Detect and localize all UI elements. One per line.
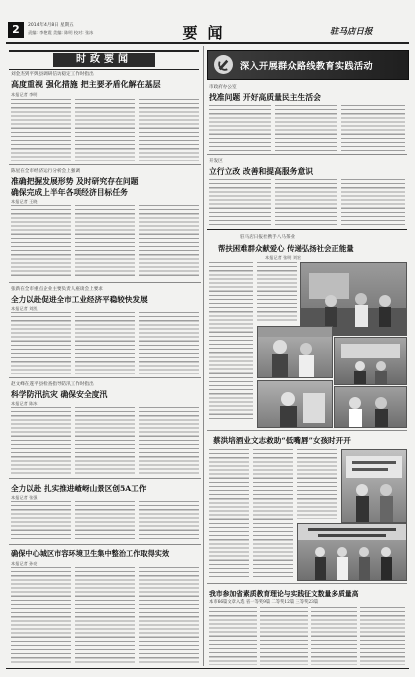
story-5-body	[260, 607, 308, 665]
article-3-title[interactable]: 全力以赴促进全市工业经济平稳较快发展	[11, 295, 148, 304]
article-3-body	[139, 312, 199, 374]
article-1-body	[11, 99, 71, 161]
article-3-body	[75, 312, 135, 374]
masthead: 驻马店日报	[330, 27, 373, 37]
article-4-body	[11, 407, 71, 475]
article-5-title[interactable]: 全力以赴 扎实推进嵖岈山景区创5A工作	[11, 484, 147, 493]
divider	[207, 229, 407, 230]
news-photo-7	[297, 523, 407, 581]
article-2-body	[75, 205, 135, 279]
story-4-body	[297, 449, 337, 519]
article-3-byline: 本报记者 刘凯	[11, 306, 38, 311]
story-1-body	[275, 105, 337, 151]
story-3-title[interactable]: 帮扶困难群众献爱心 传递弘扬社会正能量	[218, 244, 354, 253]
article-2-title-line2[interactable]: 确保完成上半年各项经济目标任务	[11, 188, 128, 197]
divider	[9, 282, 201, 283]
column-divider	[203, 46, 204, 666]
story-4-title[interactable]: 蔡洪培酒业文志救助“低嘴唇”女孩时开开	[213, 436, 351, 445]
article-2-byline: 本报记者 王晓	[11, 199, 38, 204]
article-1-body	[139, 99, 199, 161]
article-3-kicker: 张新在全市重点企业主要负责人座谈会上要求	[11, 287, 103, 292]
party-emblem-icon	[214, 55, 233, 74]
story-2-body	[209, 179, 271, 225]
story-2-body	[275, 179, 337, 225]
article-2-body	[11, 205, 71, 279]
campaign-banner	[207, 50, 409, 80]
article-6-body	[11, 567, 71, 665]
story-3-body	[209, 262, 253, 422]
news-photo-1	[300, 262, 407, 336]
divider	[9, 164, 201, 165]
story-5-body	[360, 607, 405, 665]
column-title: 时政要闻	[53, 53, 155, 67]
news-photo-4	[257, 380, 333, 428]
story-5-body	[209, 607, 257, 665]
story-1-title[interactable]: 找准问题 开好高质量民主生活会	[209, 93, 321, 102]
divider	[207, 154, 407, 155]
story-2-body	[341, 179, 405, 225]
article-5-body	[11, 501, 71, 541]
article-6-body	[75, 567, 135, 665]
story-2-dept: 开发区	[209, 159, 223, 164]
divider	[207, 583, 407, 584]
story-3-byline: 本报记者 张明 刘宏	[265, 255, 302, 260]
article-4-byline: 本报记者 陈冰	[11, 401, 38, 406]
header-rule	[6, 42, 409, 44]
article-4-title[interactable]: 科学防汛抗灾 确保安全度汛	[11, 390, 108, 399]
divider	[9, 377, 201, 378]
article-4-body	[75, 407, 135, 475]
page-number: 2	[8, 22, 24, 38]
story-2-title[interactable]: 立行立改 改善和提高服务意识	[209, 167, 314, 176]
news-photo-3	[334, 337, 407, 385]
article-2-kicker: 陈星在全市经济运行分析会上强调	[11, 169, 80, 174]
article-6-byline: 本报记者 孙亮	[11, 561, 38, 566]
article-4-body	[139, 407, 199, 475]
story-1-dept: 市政府办公室	[209, 85, 237, 90]
story-3-body	[257, 262, 297, 322]
story-4-body	[253, 449, 293, 579]
article-6-title[interactable]: 确保中心城区市容环境卫生集中整治工作取得实效	[11, 549, 170, 558]
footer-rule	[6, 668, 409, 669]
article-4-kicker: 赵文峰在遂平县检查指导防汛工作时指出	[11, 382, 94, 387]
article-5-body	[139, 501, 199, 541]
news-photo-6	[341, 449, 407, 523]
article-2-title[interactable]: 准确把握发展形势 及时研究存在问题	[11, 177, 139, 186]
divider	[9, 478, 201, 479]
article-3-body	[11, 312, 71, 374]
banner-text: 深入开展群众路线教育实践活动	[240, 61, 373, 72]
article-5-byline: 本报记者 张强	[11, 495, 38, 500]
article-5-body	[75, 501, 135, 541]
article-1-kicker: 刘金杰到平舆县调研信访稳定工作时指出	[11, 72, 94, 77]
page-date: 2014年4月8日 星期五	[28, 23, 74, 28]
story-3-kicker: 驻马店日报社携手八马茶业	[240, 235, 296, 240]
section-title: 要闻	[182, 24, 233, 42]
story-5-title[interactable]: 我市参加省素质教育理论与实践征文数量多质量高	[209, 590, 359, 598]
article-1-body	[75, 99, 135, 161]
story-4-body	[209, 449, 249, 579]
article-6-body	[139, 567, 199, 665]
story-1-body	[341, 105, 405, 151]
article-2-body	[139, 205, 199, 279]
story-5-body	[311, 607, 357, 665]
story-1-body	[209, 105, 271, 151]
story-5-subtitle: 本市66篇文章入选 省一等奖9篇 二等奖12篇 三等奖23篇	[209, 600, 319, 605]
news-photo-5	[334, 386, 407, 428]
news-photo-2	[257, 326, 333, 378]
article-1-byline: 本报记者 李明	[11, 92, 38, 97]
divider	[207, 430, 407, 431]
article-1-title[interactable]: 高度重视 强化措施 把主要矛盾化解在基层	[11, 79, 161, 89]
left-column-heading	[9, 50, 199, 70]
divider	[9, 544, 201, 545]
page-editors: 责编: 李艳霞 美编: 陈明 校对: 张冰	[28, 30, 94, 35]
